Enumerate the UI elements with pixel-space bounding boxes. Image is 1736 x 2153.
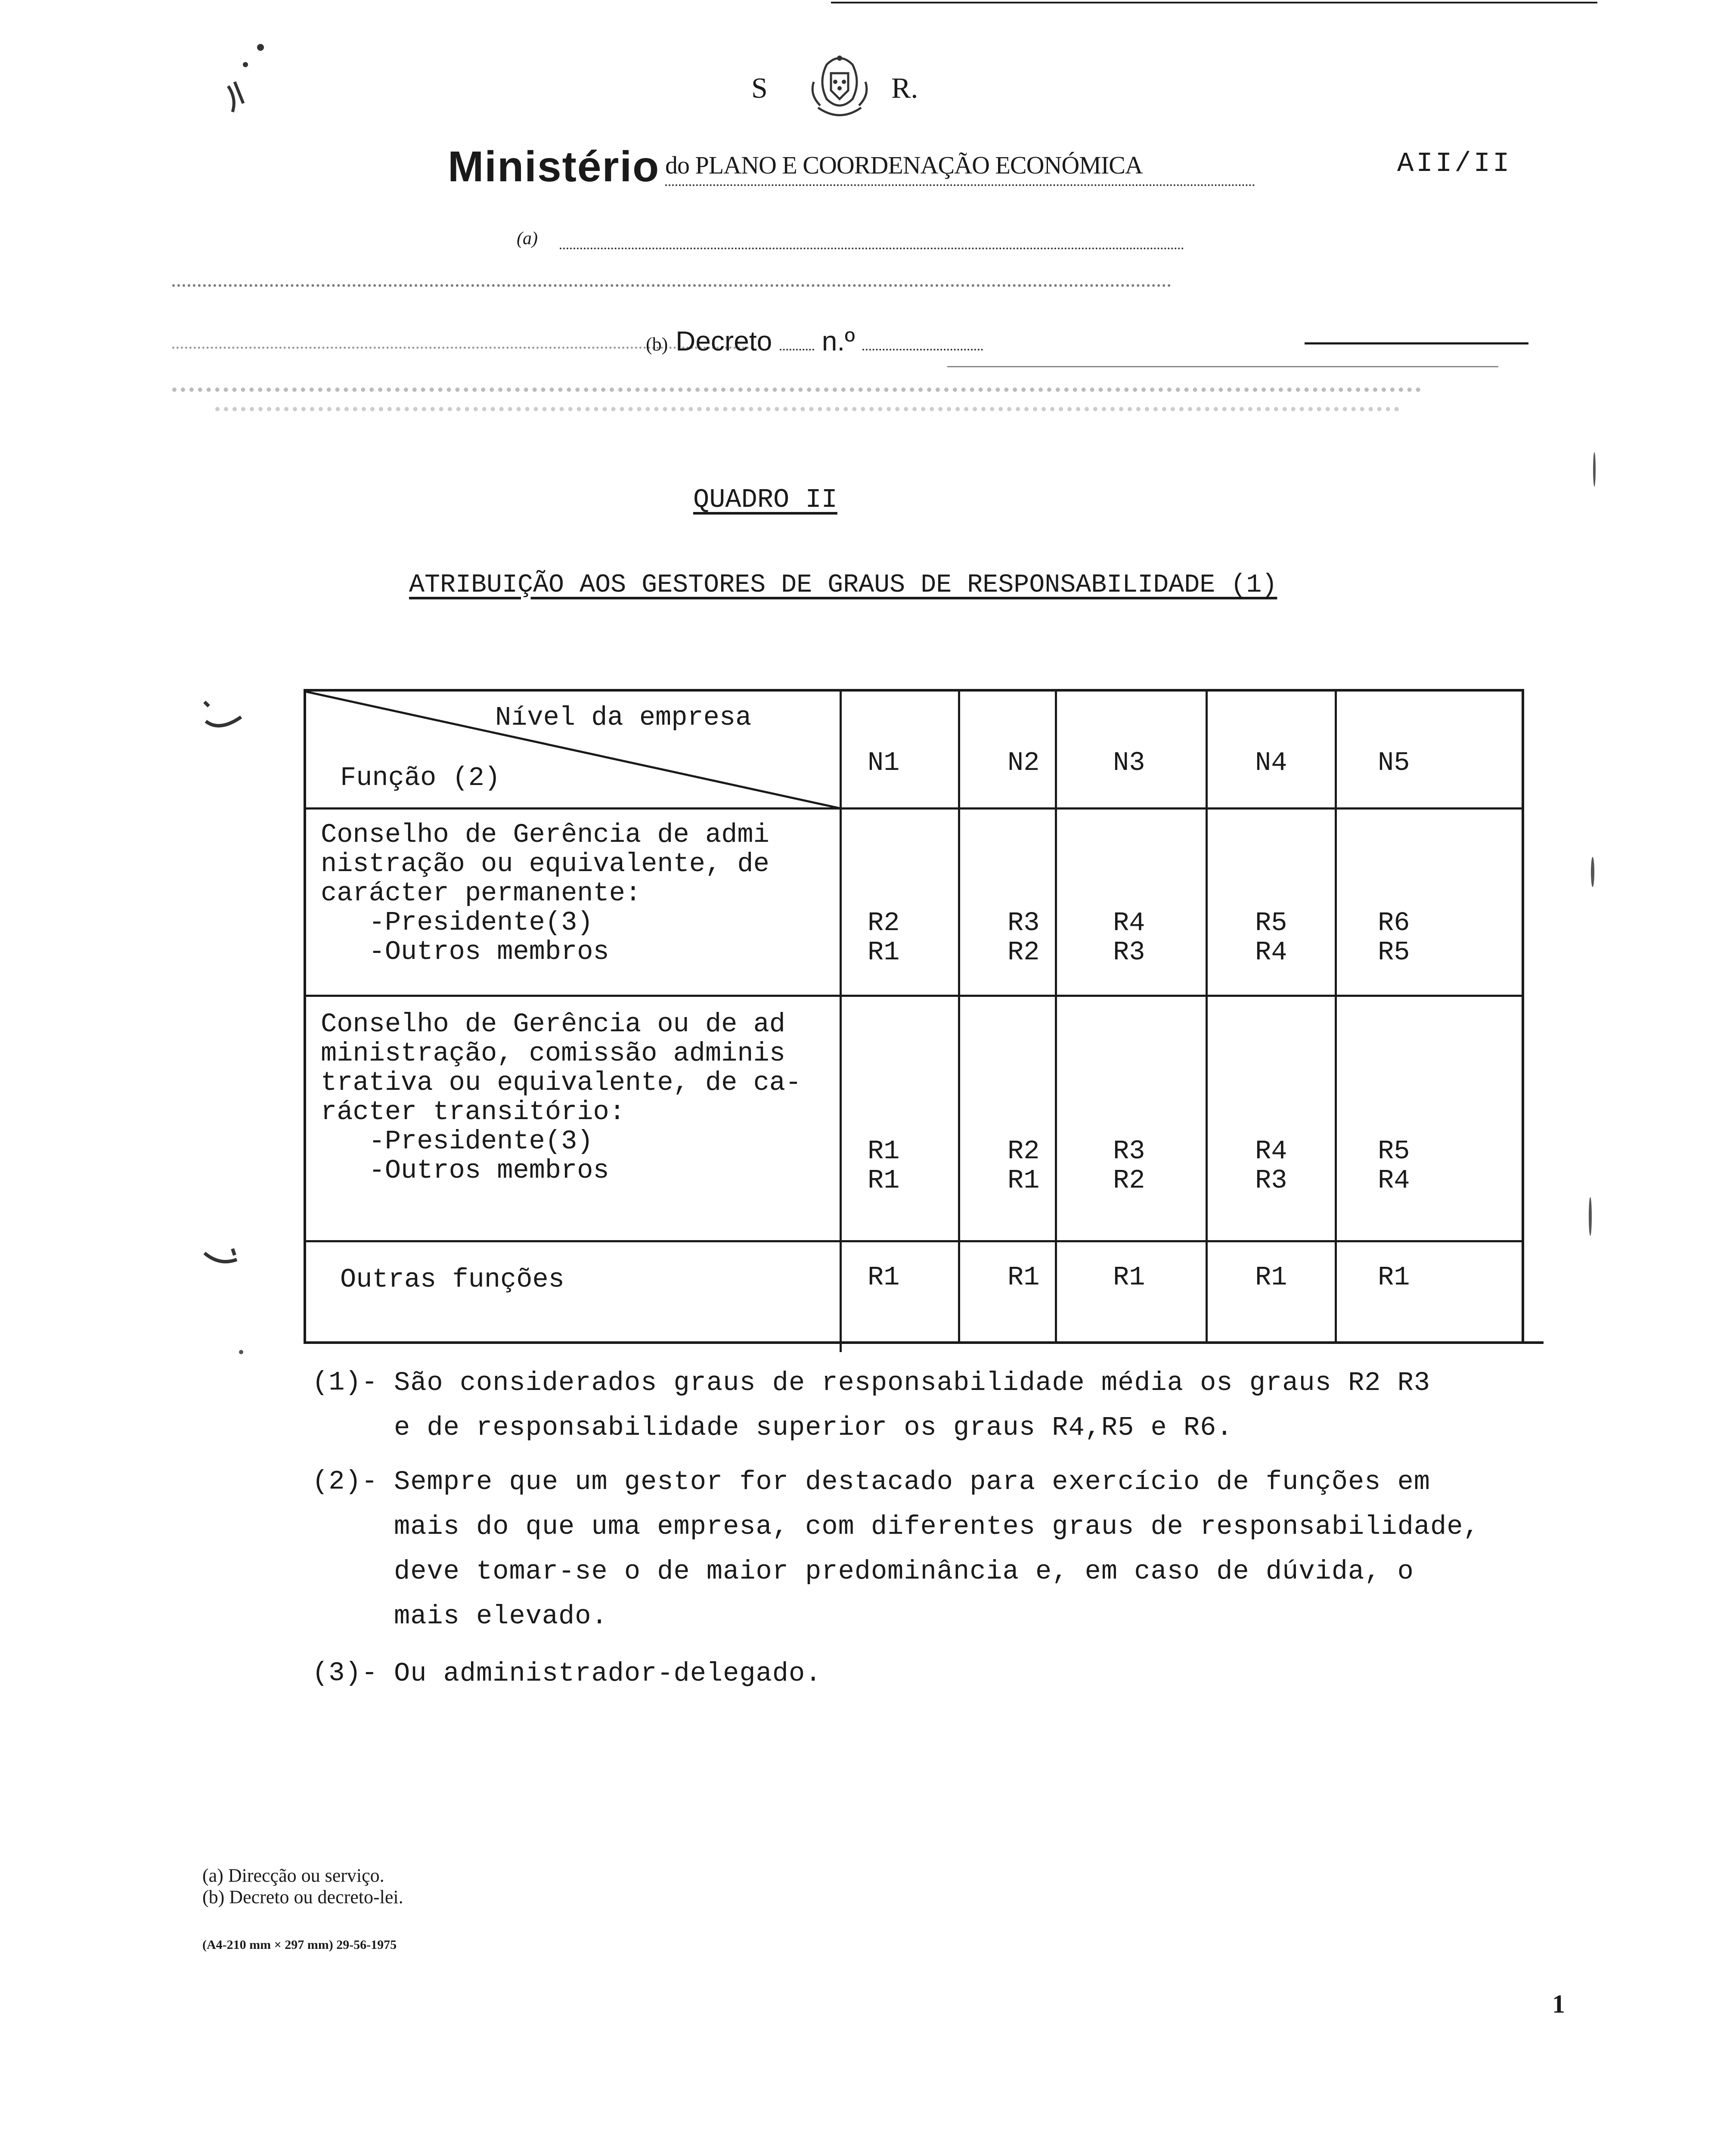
note-number: (2)- bbox=[312, 1466, 378, 1497]
grade-cell: R6 R5 bbox=[1378, 908, 1410, 968]
checkmark-icon bbox=[202, 1244, 254, 1283]
faded-line bbox=[172, 284, 1171, 287]
level-header: N5 bbox=[1378, 748, 1410, 778]
margin-mark bbox=[239, 1350, 243, 1354]
footnote-a: (a) Direcção ou serviço. bbox=[202, 1865, 384, 1886]
field-a-line bbox=[560, 248, 1184, 249]
margin-mark bbox=[1591, 857, 1594, 887]
decree-line bbox=[646, 325, 983, 357]
note-text: São considerados graus de responsabilidade média os graus R2 R3 e de responsabilidade superior os graus R4,R5 e R6. bbox=[394, 1368, 1430, 1443]
grade-cell: R1 bbox=[868, 1262, 900, 1293]
faded-band bbox=[172, 388, 1421, 392]
grade-cell: R3 R2 bbox=[1008, 908, 1040, 968]
field-a-label: (a) bbox=[517, 229, 538, 248]
decree-label: Decreto bbox=[676, 326, 772, 357]
decree-number-label: n.º bbox=[822, 326, 855, 357]
form-reference: (A4-210 mm × 297 mm) 29-56-1975 bbox=[202, 1938, 397, 1952]
faded-rule bbox=[947, 366, 1498, 367]
page-number: 1 bbox=[1552, 1990, 1565, 2018]
table-caption: ATRIBUIÇÃO AOS GESTORES DE GRAUS DE RESPONSABILIDADE (1) bbox=[409, 571, 1277, 600]
function-cell: Conselho de Gerência de admi nistração ou equivalente, de carácter permanente: -Presidente(3) -Outros membros bbox=[321, 819, 769, 967]
seal-left-letter: S bbox=[751, 71, 768, 104]
document-reference: AII/II bbox=[1397, 149, 1512, 180]
ministry-label: Ministério bbox=[448, 143, 660, 191]
grade-cell: R3 R2 bbox=[1113, 1136, 1145, 1196]
grade-cell: R1 bbox=[1378, 1262, 1410, 1293]
faded-band bbox=[215, 407, 1399, 411]
note-number: (1)- bbox=[312, 1367, 378, 1398]
grade-cell: R2 R1 bbox=[1008, 1136, 1040, 1196]
note-number: (3)- bbox=[312, 1658, 378, 1688]
top-rule bbox=[831, 2, 1597, 3]
grade-cell: R1 bbox=[1113, 1262, 1145, 1293]
grade-cell: R4 R3 bbox=[1113, 908, 1145, 968]
ministry-name: do PLANO E COORDENAÇÃO ECONÓMICA bbox=[665, 151, 1143, 179]
margin-mark bbox=[1589, 1197, 1592, 1236]
level-header: N1 bbox=[868, 748, 900, 778]
decree-marker: (b) bbox=[646, 334, 668, 355]
grade-cell: R4 R3 bbox=[1255, 1136, 1287, 1196]
grade-cell: R1 bbox=[1008, 1262, 1040, 1293]
level-header: N3 bbox=[1113, 748, 1145, 778]
function-cell: Conselho de Gerência ou de ad ministração, comissão adminis trativa ou equivalente, de ca- rácter transitório: -Presidente(3) -Outros membros bbox=[321, 1009, 802, 1186]
decree-rule bbox=[1305, 342, 1528, 344]
grade-cell: R1 bbox=[1255, 1262, 1287, 1293]
corner-header-function: Função (2) bbox=[340, 763, 501, 793]
note-text: Ou administrador-delegado. bbox=[394, 1658, 822, 1689]
stray-mark-icon bbox=[211, 34, 271, 121]
coat-of-arms-seal-icon bbox=[801, 47, 878, 125]
quadro-title: QUADRO II bbox=[693, 484, 837, 515]
grade-cell: R2 R1 bbox=[868, 908, 900, 968]
level-header: N4 bbox=[1255, 748, 1287, 778]
grade-cell: R5 R4 bbox=[1378, 1136, 1410, 1196]
checkmark-icon bbox=[202, 698, 254, 736]
grade-cell: R5 R4 bbox=[1255, 908, 1287, 968]
corner-header-level: Nível da empresa bbox=[495, 702, 752, 733]
function-cell: Outras funções bbox=[340, 1264, 564, 1295]
grade-cell: R1 R1 bbox=[868, 1136, 900, 1196]
level-header: N2 bbox=[1008, 748, 1040, 778]
seal-right-letters: R. bbox=[891, 71, 918, 104]
note-text: Sempre que um gestor for destacado para exercício de funções em mais do que uma empresa, com diferentes graus de responsabilidade, deve tomar-se o de maior predominância e, em caso de dúvida, o mais elevado. bbox=[394, 1467, 1480, 1632]
footnote-b: (b) Decreto ou decreto-lei. bbox=[202, 1886, 403, 1908]
margin-mark bbox=[1593, 452, 1596, 487]
ministry-underline bbox=[665, 184, 1255, 186]
